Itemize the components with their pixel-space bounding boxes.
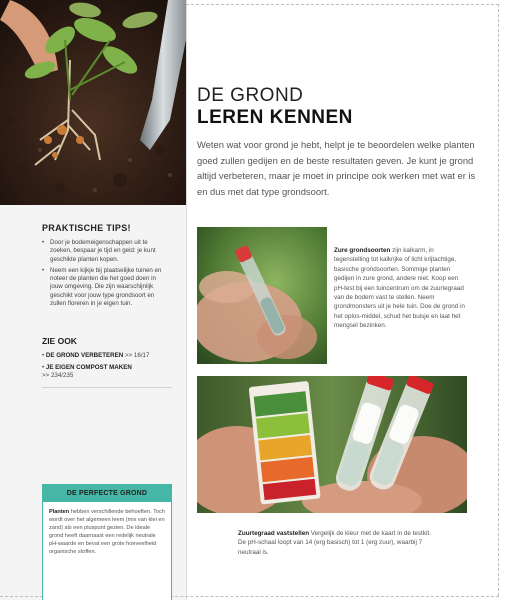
box-body: hebben verschillende behoeften. Toch wordt over het algemeen leem (mix van klei en zand) als een pluspunt gezien. De ideale grond heeft daarnaast een redelijk neutrale pH-waarde en bevat een grote hoeveelheid organische stoffen. [49,509,165,555]
column-divider [186,0,187,600]
see-also [42,336,172,388]
box-text [43,502,171,562]
title-line-1: DE GROND [197,85,304,106]
tip-item: • Door je bodemeigenschappen uit te zoeken, bespaar je tijd en geld: je kunt geschikte planten kopen. [42,239,170,264]
dashed-border-right [498,4,499,596]
perfect-soil-box [42,484,172,600]
see-also-link-soil-improve[interactable]: • DE GROND VERBETEREN >> 16/17 [42,352,150,359]
link-label: JE EIGEN COMPOST MAKEN [45,364,132,371]
see-also-heading: ZIE OOK [42,336,77,346]
tips-list [42,239,170,308]
see-also-link-compost[interactable]: • JE EIGEN COMPOST MAKEN >> 234/235 [42,364,132,379]
caption-acid-body: zijn kalkarm, in tegenstelling tot kalkrijke of licht krijtachtige, basische grondsoorten. Sommige planten gedijen in zure grond, andere niet. Koop een pH-test bij een tuincentrum om de zuurtegraad van de bodem vast te stellen. Neem grondmonsters uit je hele tuin. Doe de grond in het oplos-middel, schud het buisje en laat het mengsel bezinken. [334,247,465,330]
box-lead: Planten [49,509,70,515]
tip-item: • Neem een kijkje bij plaatselijke tuinen en noteer de planten die het goed doen in jouw omgeving. Die zijn waarschijnlijk geschikt voor jouw type grondsoort en zullen floreren in je eigen tuin. [42,267,170,308]
caption-acid-lead: Zure grondsoorten [334,247,391,254]
link-page-ref: >> 16/17 [124,352,150,359]
page-title [197,85,487,129]
photo-hand-test-tube [197,227,327,364]
dashed-border-top [186,4,499,5]
title-line-2: LEREN KENNEN [197,107,353,128]
caption-acidity-body: Vergelijk de kleur met de kaart in de testkit. De pH-schaal loopt van 14 (erg basisch) tot 1 (erg zuur), waarbij 7 neutraal is. [238,530,431,556]
link-label: DE GROND VERBETEREN [45,352,124,359]
divider [42,387,172,388]
photo-ph-test-kit [197,376,467,513]
link-page-ref: >> 234/235 [42,372,74,379]
intro-paragraph: Weten wat voor grond je hebt, helpt je te beoordelen welke planten goed zullen gedijen en de beste resultaten geven. Je kunt je grond altijd verbeteren, maar je moet in principe ook werken met wat er is en dus met dat type grondsoort. [197,139,476,197]
practical-tips [42,223,170,311]
caption-acidity-lead: Zuurtegraad vaststellen [238,530,310,537]
caption-acidity-test [238,529,438,557]
hero-photo-seedling [0,0,186,205]
tips-heading: PRAKTISCHE TIPS! [42,223,131,233]
caption-acid-soil [334,246,467,331]
box-heading: DE PERFECTE GROND [43,485,171,502]
